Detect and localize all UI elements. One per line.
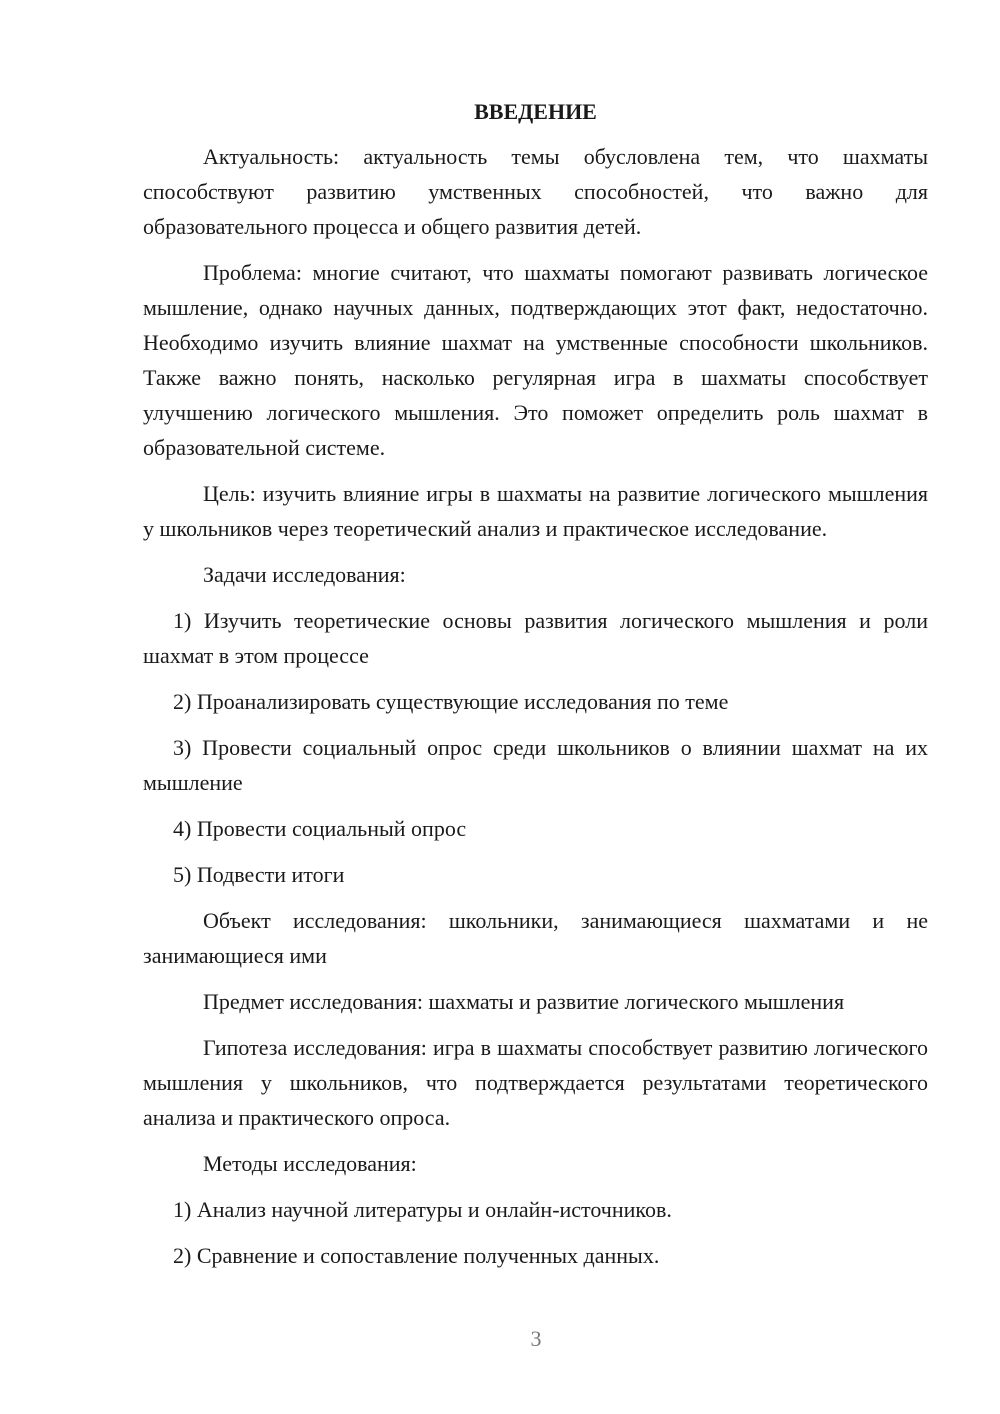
page-number: 3 <box>530 1326 542 1351</box>
object-paragraph: Объект исследования: школьники, занимающиеся шахматами и не занимающиеся ими <box>143 908 928 968</box>
method-item: 1) Анализ научной литературы и онлайн-источников. <box>173 1197 672 1222</box>
task-item: 2) Проанализировать существующие исследования по теме <box>173 689 729 714</box>
task-item: 3) Провести социальный опрос среди школьников о влиянии шахмат на их мышление <box>143 735 928 795</box>
subject-paragraph: Предмет исследования: шахматы и развитие логического мышления <box>203 989 845 1014</box>
goal-paragraph: Цель: изучить влияние игры в шахматы на развитие логического мышления у школьников через теоретический анализ и практическое исследование. <box>143 481 928 541</box>
methods-label: Методы исследования: <box>203 1151 417 1176</box>
relevance-paragraph: Актуальность: актуальность темы обусловлена тем, что шахматы способствуют развитию умственных способностей, что важно для образовательного процесса и общего развития детей. <box>143 144 928 239</box>
section-title: ВВЕДЕНИЕ <box>474 99 597 124</box>
tasks-label: Задачи исследования: <box>203 562 406 587</box>
hypothesis-paragraph: Гипотеза исследования: игра в шахматы способствует развитию логического мышления у школьников, что подтверждается результатами теоретического анализа и практического опроса. <box>143 1035 928 1130</box>
page-content <box>143 94 928 1284</box>
method-item: 2) Сравнение и сопоставление полученных данных. <box>173 1243 660 1268</box>
task-item: 5) Подвести итоги <box>173 862 345 887</box>
task-item: 4) Провести социальный опрос <box>173 816 467 841</box>
problem-paragraph: Проблема: многие считают, что шахматы помогают развивать логическое мышление, однако научных данных, подтверждающих этот факт, недостаточно. Необходимо изучить влияние шахмат на умственные способности школьников. Также важно понять, насколько регулярная игра в шахматы способствует улучшению логического мышления. Это поможет определить роль шахмат в образовательной системе. <box>143 260 928 460</box>
task-item: 1) Изучить теоретические основы развития логического мышления и роли шахмат в этом процессе <box>143 608 928 668</box>
